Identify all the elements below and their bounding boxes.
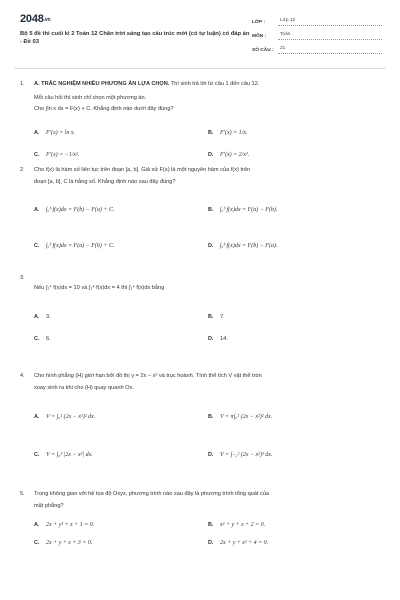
meta-question-count: SỐ CÂU : 21 <box>252 42 382 54</box>
site-logo[interactable]: 2048.vn <box>20 13 51 25</box>
question-4: 4. Cho hình phẳng (H) giới hạn bởi đồ thị y = 2x − x² và trục hoành. Tính thể tích V vật thể tròn xoay sinh ra khi cho (H) quay quanh Ox. A. V = ∫₀² (2x − x²)² dx. B. V = π∫₀² (2x − x²)² dx. C. V = ∫₀² |2x − x²| dx. D. V = ∫₋₂² (2x − x²)² dx. <box>20 373 382 475</box>
question-line: mặt phẳng? <box>34 503 64 509</box>
question-list <box>20 81 382 559</box>
option-c[interactable]: C. 2x + y + z + 3 = 0. <box>34 540 93 547</box>
option-b[interactable]: B. 7. <box>208 314 225 321</box>
option-c[interactable]: C. ∫ₐᵇ f(x)dx = F(a) − F(b) + C. <box>34 243 115 250</box>
option-b[interactable]: B. V = π∫₀² (2x − x²)² dx. <box>208 414 273 421</box>
option-d[interactable]: D. ∫ₐᵇ f(x)dx = F(b) − F(a). <box>208 243 278 250</box>
question-line: đoạn [a, b], C là hằng số. Khẳng định nào sau đây đúng? <box>34 179 176 185</box>
meta-class: LỚP : Lớp 12 <box>252 14 382 26</box>
header-divider <box>14 68 386 69</box>
option-c[interactable]: C. 6. <box>34 336 51 343</box>
option-d[interactable]: D. F′(x) = 2/x². <box>208 152 250 159</box>
exam-meta <box>252 14 382 56</box>
option-d[interactable]: D. V = ∫₋₂² (2x − x²)² dx. <box>208 452 273 459</box>
question-line: Mỗi câu hỏi thí sinh chỉ chọn một phương án. <box>34 95 147 101</box>
meta-subject: MÔN : Toán <box>252 28 382 40</box>
option-c[interactable]: C. F′(x) = −1/x². <box>34 152 80 159</box>
option-d[interactable]: D. 14. <box>208 336 228 343</box>
question-stem: Cho ∫ln x dx = F(x) + C. Khẳng định nào dưới đây đúng? <box>34 106 174 112</box>
section-title: A. TRẮC NGHIỆM NHIỀU PHƯƠNG ÁN LỰA CHỌN. <box>34 81 170 87</box>
option-a[interactable]: A. 3. <box>34 314 51 321</box>
question-1: 1. A. TRẮC NGHIỆM NHIỀU PHƯƠNG ÁN LỰA CHỌN. Thí sinh trả lời từ câu 1 đến câu 12. Mỗi câu hỏi thí sinh chỉ chọn một phương án. Cho ∫ln x dx = F(x) + C. Khẳng định nào dưới đây đúng? A. F′(x) = ln x. B. F′(x) = 1/x. C. F′(x) = −1/x². D. F′(x) = 2/x². <box>20 81 382 161</box>
option-d[interactable]: D. 2x + y + z² + 4 = 0. <box>208 540 269 547</box>
option-a[interactable]: A. F′(x) = ln x. <box>34 130 76 137</box>
option-a[interactable]: A. 2x + y² + z + 1 = 0. <box>34 522 95 529</box>
option-a[interactable]: A. ∫ₐᵇ f(x)dx = F(b) − F(a) + C. <box>34 207 115 214</box>
option-c[interactable]: C. V = ∫₀² |2x − x²| dx. <box>34 452 93 459</box>
question-line: xoay sinh ra khi cho (H) quay quanh Ox. <box>34 385 134 391</box>
question-3: 3. Nếu ∫₁⁴ f(x)dx = 10 và ∫₁⁴ f(x)dx = 4 thì ∫₁⁴ f(x)dx bằng A. 3. B. 7. C. 6. D. 14. <box>20 271 382 365</box>
document-title: Bộ 5 đề thi cuối kì 2 Toán 12 Chân trời sáng tạo cấu trúc mới (có tự luận) có đáp án - Đề 03 <box>20 31 250 46</box>
option-b[interactable]: B. x² + y + z + 2 = 0. <box>208 522 266 529</box>
option-a[interactable]: A. V = ∫₀² (2x − x²)² dx. <box>34 414 96 421</box>
question-2: 2. Cho f(x) là hàm số liên tục trên đoạn [a, b]. Giả sử F(x) là một nguyên hàm của f(x) trên đoạn [a, b], C là hằng số. Khẳng định nào sau đây đúng? A. ∫ₐᵇ f(x)dx = F(b) − F(a) + C. B. ∫ₐᵇ f(x)dx = F(a) − F(b). C. ∫ₐᵇ f(x)dx = F(a) − F(b) + C. D. ∫ₐᵇ f(x)dx = F(b) − F(a). <box>20 167 382 267</box>
option-b[interactable]: B. ∫ₐᵇ f(x)dx = F(a) − F(b). <box>208 207 278 214</box>
option-b[interactable]: B. F′(x) = 1/x. <box>208 130 248 137</box>
question-5: 5. Trong không gian với hệ tọa độ Oxyz, phương trình nào sau đây là phương trình tổng quát của mặt phẳng? A. 2x + y² + z + 1 = 0. B. x² + y + z + 2 = 0. C. 2x + y + z + 3 = 0. D. 2x + y + z² + 4 = 0. <box>20 491 382 559</box>
